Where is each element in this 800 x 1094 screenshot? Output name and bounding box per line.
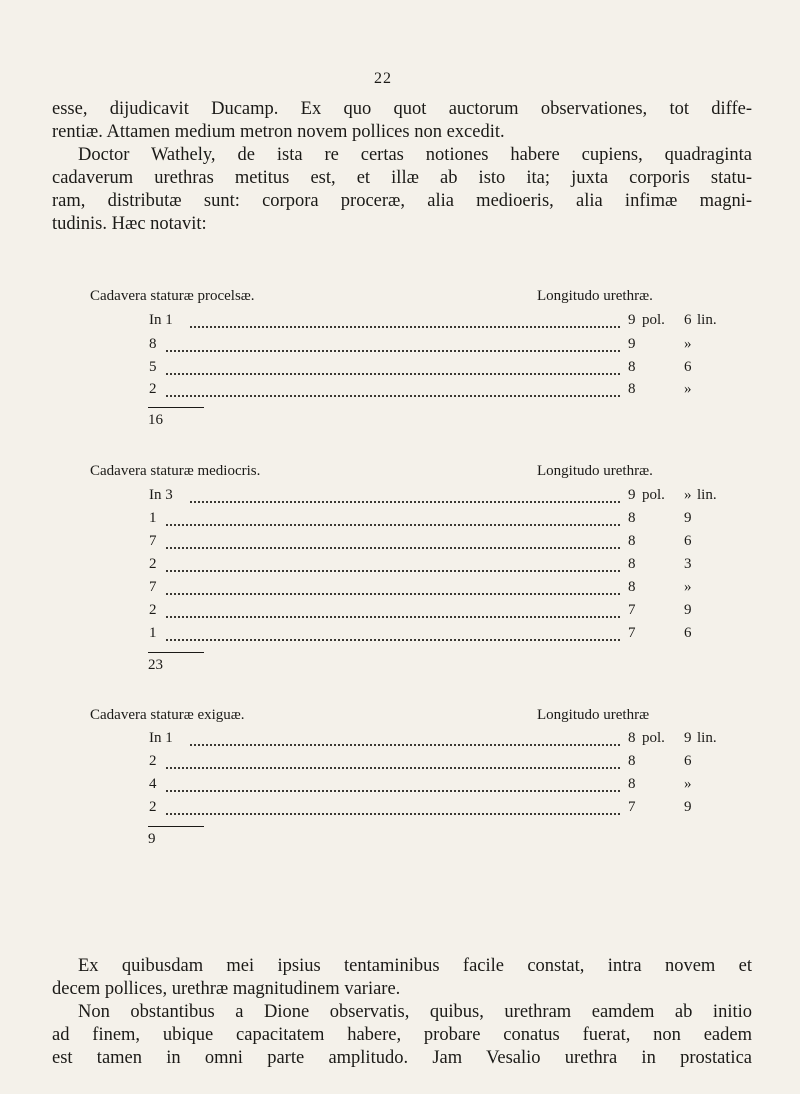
lin-cell: » xyxy=(684,579,692,595)
dot-leader xyxy=(166,350,620,352)
text-line: Non obstantibus a Dione observatis, quibus, urethram eamdem ab initio xyxy=(78,1002,752,1022)
dot-leader xyxy=(166,524,620,526)
pol-cell: 7 xyxy=(628,602,636,618)
lin-cell: 6 xyxy=(684,753,692,769)
text-line: Doctor Wathely, de ista re certas notiones habere cupiens, quadraginta xyxy=(78,145,752,165)
pol-unit: pol. xyxy=(642,487,665,503)
dot-leader xyxy=(166,593,620,595)
count-cell: In 1 xyxy=(149,312,173,328)
sum-rule xyxy=(148,826,204,827)
pol-cell: 8 xyxy=(628,533,636,549)
count-cell: In 1 xyxy=(149,730,173,746)
count-cell: 1 xyxy=(149,510,157,526)
table-total: 16 xyxy=(148,412,163,428)
table-row xyxy=(0,579,800,601)
lin-unit: lin. xyxy=(697,312,717,328)
dot-leader xyxy=(166,616,620,618)
table-row xyxy=(0,312,800,334)
pol-unit: pol. xyxy=(642,312,665,328)
dot-leader xyxy=(190,744,620,746)
count-cell: 2 xyxy=(149,799,157,815)
table-total: 23 xyxy=(148,657,163,673)
dot-leader xyxy=(190,501,620,503)
lin-cell: 3 xyxy=(684,556,692,572)
table-heading-left: Cadavera staturæ exiguæ. xyxy=(90,707,245,723)
pol-cell: 9 xyxy=(628,487,636,503)
table-row xyxy=(0,799,800,821)
count-cell: 2 xyxy=(149,556,157,572)
dot-leader xyxy=(166,790,620,792)
table-row xyxy=(0,487,800,509)
dot-leader xyxy=(166,767,620,769)
pol-unit: pol. xyxy=(642,730,665,746)
text-line: ad finem, ubique capacitatem habere, probare conatus fuerat, non eadem xyxy=(52,1025,752,1045)
table-row xyxy=(0,625,800,647)
text-line: tudinis. Hæc notavit: xyxy=(52,214,207,234)
pol-cell: 9 xyxy=(628,336,636,352)
pol-cell: 8 xyxy=(628,753,636,769)
table-row xyxy=(0,533,800,555)
lin-cell: 6 xyxy=(684,533,692,549)
count-cell: 2 xyxy=(149,753,157,769)
table-row xyxy=(0,556,800,578)
count-cell: 2 xyxy=(149,602,157,618)
table-row xyxy=(0,336,800,358)
table-row xyxy=(0,381,800,403)
lin-cell: 6 xyxy=(684,625,692,641)
dot-leader xyxy=(190,326,620,328)
sum-rule xyxy=(148,652,204,653)
text-line: Ex quibusdam mei ipsius tentaminibus facile constat, intra novem et xyxy=(78,956,752,976)
table-row xyxy=(0,753,800,775)
lin-cell: 9 xyxy=(684,799,692,815)
pol-cell: 8 xyxy=(628,730,636,746)
dot-leader xyxy=(166,547,620,549)
text-line: esse, dijudicavit Ducamp. Ex quo quot auctorum observationes, tot diffe- xyxy=(52,99,752,119)
closing-paragraph xyxy=(52,955,752,1070)
lin-cell: 6 xyxy=(684,312,692,328)
dot-leader xyxy=(166,639,620,641)
lin-cell: » xyxy=(684,381,692,397)
table-row xyxy=(0,359,800,381)
text-line: est tamen in omni parte amplitudo. Jam Vesalio urethra in prostatica xyxy=(52,1048,752,1068)
table-heading-right: Longitudo urethræ. xyxy=(537,463,653,479)
pol-cell: 8 xyxy=(628,359,636,375)
lin-unit: lin. xyxy=(697,730,717,746)
table-total: 9 xyxy=(148,831,156,847)
text-line: decem pollices, urethræ magnitudinem variare. xyxy=(52,979,401,999)
lin-unit: lin. xyxy=(697,487,717,503)
lin-cell: » xyxy=(684,487,692,503)
dot-leader xyxy=(166,813,620,815)
pol-cell: 7 xyxy=(628,799,636,815)
count-cell: 5 xyxy=(149,359,157,375)
lin-cell: 9 xyxy=(684,602,692,618)
count-cell: 7 xyxy=(149,579,157,595)
lin-cell: 9 xyxy=(684,730,692,746)
pol-cell: 8 xyxy=(628,579,636,595)
sum-rule xyxy=(148,407,204,408)
pol-cell: 8 xyxy=(628,556,636,572)
count-cell: 1 xyxy=(149,625,157,641)
table-heading-left: Cadavera staturæ mediocris. xyxy=(90,463,261,479)
pol-cell: 8 xyxy=(628,510,636,526)
table-row xyxy=(0,602,800,624)
table-heading-left: Cadavera staturæ procelsæ. xyxy=(90,288,255,304)
table-row xyxy=(0,776,800,798)
opening-paragraph xyxy=(52,98,752,236)
dot-leader xyxy=(166,570,620,572)
dot-leader xyxy=(166,395,620,397)
pol-cell: 9 xyxy=(628,312,636,328)
table-heading-right: Longitudo urethræ. xyxy=(537,288,653,304)
lin-cell: » xyxy=(684,776,692,792)
dot-leader xyxy=(166,373,620,375)
count-cell: 2 xyxy=(149,381,157,397)
table-row xyxy=(0,510,800,532)
lin-cell: 6 xyxy=(684,359,692,375)
count-cell: In 3 xyxy=(149,487,173,503)
lin-cell: 9 xyxy=(684,510,692,526)
table-heading-right: Longitudo urethræ xyxy=(537,707,650,723)
count-cell: 7 xyxy=(149,533,157,549)
text-line: cadaverum urethras metitus est, et illæ ab isto ita; juxta corporis statu- xyxy=(52,168,752,188)
text-line: rentiæ. Attamen medium metron novem pollices non excedit. xyxy=(52,122,505,142)
count-cell: 4 xyxy=(149,776,157,792)
table-row xyxy=(0,730,800,752)
text-line: ram, distributæ sunt: corpora proceræ, alia medioeris, alia infimæ magni- xyxy=(52,191,752,211)
pol-cell: 8 xyxy=(628,776,636,792)
lin-cell: » xyxy=(684,336,692,352)
pol-cell: 7 xyxy=(628,625,636,641)
count-cell: 8 xyxy=(149,336,157,352)
page-number: 22 xyxy=(374,70,392,87)
pol-cell: 8 xyxy=(628,381,636,397)
